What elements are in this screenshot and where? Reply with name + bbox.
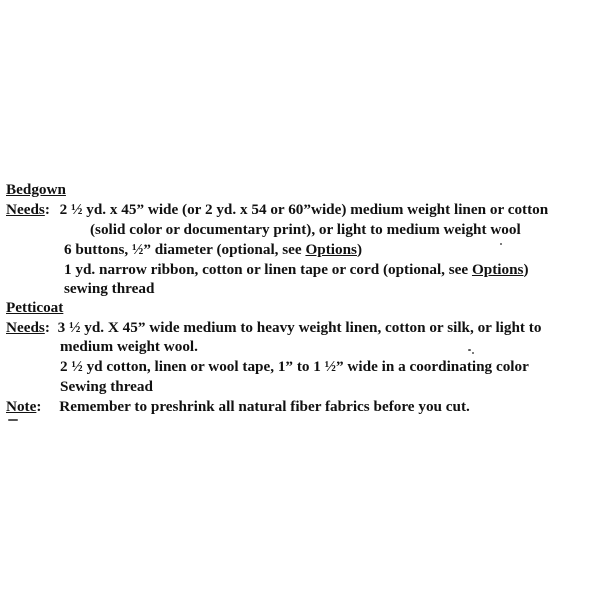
bedgown-buttons-text: 6 buttons, ½” diameter (optional, see [64, 241, 306, 258]
bedgown-heading-text: Bedgown [6, 181, 66, 198]
options-link: Options [471, 261, 524, 278]
scan-speck [8, 419, 18, 421]
options-link: Options [305, 241, 357, 258]
petticoat-thread-text: Sewing thread [60, 378, 153, 395]
petticoat-needs-line-1 [6, 319, 541, 337]
scan-speck [472, 352, 474, 354]
bedgown-fabric-line-2 [90, 221, 521, 239]
petticoat-fabric-line-2 [60, 338, 198, 356]
note-colon: : [36, 398, 42, 415]
bedgown-fabric-text: 2 ½ yd. x 45” wide (or 2 yd. x 54 or 60”wide) medium weight linen or cotton [59, 201, 549, 218]
bedgown-fabric-line-2-text: (solid color or documentary print), or light to medium weight wool [90, 221, 521, 238]
bedgown-ribbon-end: ) [523, 261, 529, 278]
petticoat-thread-line [60, 378, 153, 396]
bedgown-thread-text: sewing thread [64, 280, 155, 297]
petticoat-needs-label: Needs [6, 319, 45, 336]
bedgown-heading [6, 181, 66, 199]
petticoat-fabric-text: 3 ½ yd. X 45” wide medium to heavy weight linen, cotton or silk, or light to [57, 319, 542, 336]
bedgown-needs-line-1 [6, 201, 548, 219]
bedgown-needs-label: Needs [6, 201, 45, 218]
note-line [6, 398, 470, 416]
bedgown-ribbon-line [64, 261, 529, 279]
petticoat-tape-text: 2 ½ yd cotton, linen or wool tape, 1” to 1 ½” wide in a coordinating color [60, 358, 529, 375]
note-text: Remember to preshrink all natural fiber fabrics before you cut. [59, 398, 470, 415]
bedgown-buttons-line [64, 241, 362, 259]
petticoat-fabric-line-2-text: medium weight wool. [60, 338, 198, 355]
scan-speck [468, 349, 471, 351]
needs-colon: : [44, 201, 50, 218]
bedgown-thread-line [64, 280, 154, 298]
scan-speck [500, 243, 502, 245]
petticoat-tape-line [60, 358, 529, 376]
bedgown-ribbon-text: 1 yd. narrow ribbon, cotton or linen tape or cord (optional, see [64, 261, 472, 278]
petticoat-heading-text: Petticoat [6, 299, 64, 316]
bedgown-buttons-end: ) [356, 241, 363, 258]
note-label: Note [6, 398, 37, 415]
needs-colon: : [44, 319, 50, 336]
petticoat-heading [6, 299, 63, 317]
